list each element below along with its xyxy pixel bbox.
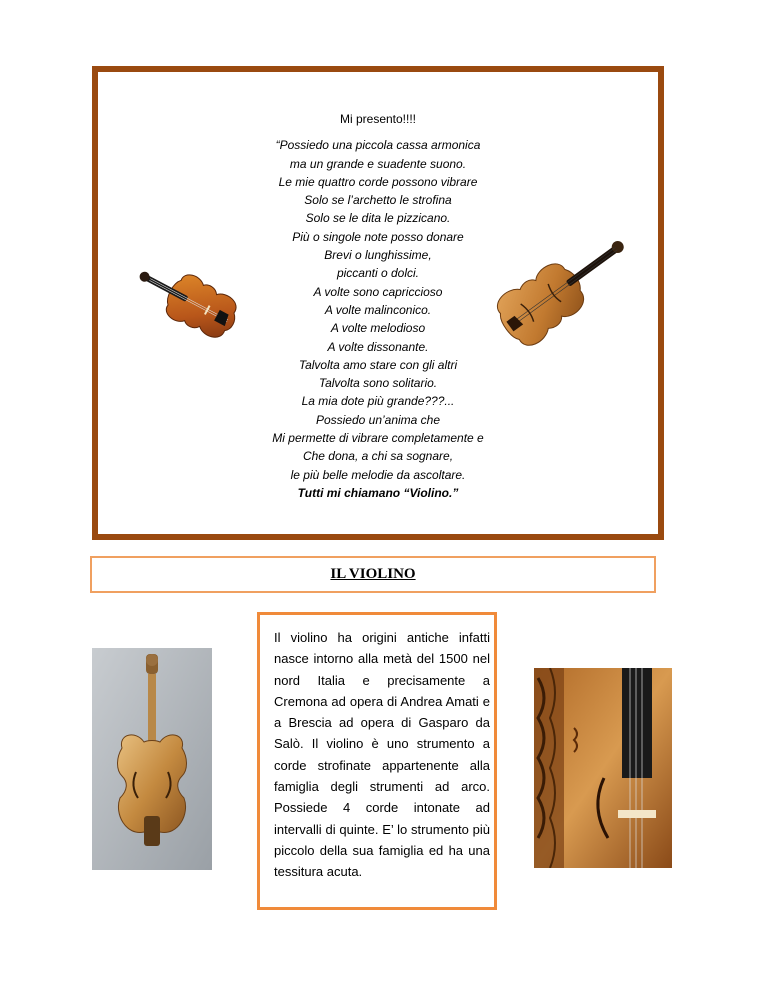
poem-heading: Mi presento!!!! — [339, 112, 417, 126]
poem-line: La mia dote più grande???... — [301, 394, 455, 409]
poem-line: piccanti o dolci. — [336, 266, 420, 281]
poem-line: Talvolta sono solitario. — [318, 376, 438, 391]
poem-line: A volte dissonante. — [327, 339, 429, 354]
poem-line: Solo se le dita le pizzicano. — [305, 211, 451, 226]
poem-line: Possiedo un’anima che — [315, 412, 441, 427]
poem-closing: Tutti mi chiamano “Violino.” — [297, 485, 459, 500]
description-text: Il violino ha origini antiche infatti nasce intorno alla metà del 1500 nel nord Italia e precisamente a Cremona ad opera di Andrea Amati e a Brescia ad opera di Gasparo da Salò. Il violino è uno strumento a corde strofinate appartenente alla famiglia degli strumenti ad arco. Possiede 4 corde intonate ad intervalli di quinte. E’ lo strumento più piccolo della sua famiglia ed ha una tessitura acuta. — [274, 630, 490, 880]
violin-detail-photo — [534, 668, 672, 868]
section-title-box — [90, 556, 656, 593]
poem-line: Che dona, a chi sa sognare, — [302, 449, 454, 464]
poem-line: A volte melodioso — [330, 321, 426, 336]
poem-line: Solo se l’archetto le strofina — [304, 193, 452, 208]
poem-line: le più belle melodie da ascoltare. — [290, 467, 466, 482]
section-title: IL VIOLINO — [330, 566, 416, 582]
poem-line: Le mie quattro corde possono vibrare — [278, 174, 478, 189]
poem-line: Più o singole note posso donare — [292, 229, 464, 244]
poem-line: A volte malinconico. — [324, 302, 432, 317]
violin-left-image — [132, 255, 262, 345]
violin-right-image — [482, 236, 642, 346]
poem-line: Talvolta amo stare con gli altri — [298, 357, 458, 372]
antique-violin-photo — [92, 648, 212, 870]
poem-line: “Possiedo una piccola cassa armonica — [275, 138, 481, 153]
poem-line: Brevi o lunghissime, — [324, 248, 432, 263]
description-box — [257, 612, 497, 910]
poem-line: ma un grande e suadente suono. — [289, 156, 467, 171]
poem-line: Mi permette di vibrare completamente e — [272, 431, 484, 446]
poem-line: A volte sono capriccioso — [313, 284, 443, 299]
